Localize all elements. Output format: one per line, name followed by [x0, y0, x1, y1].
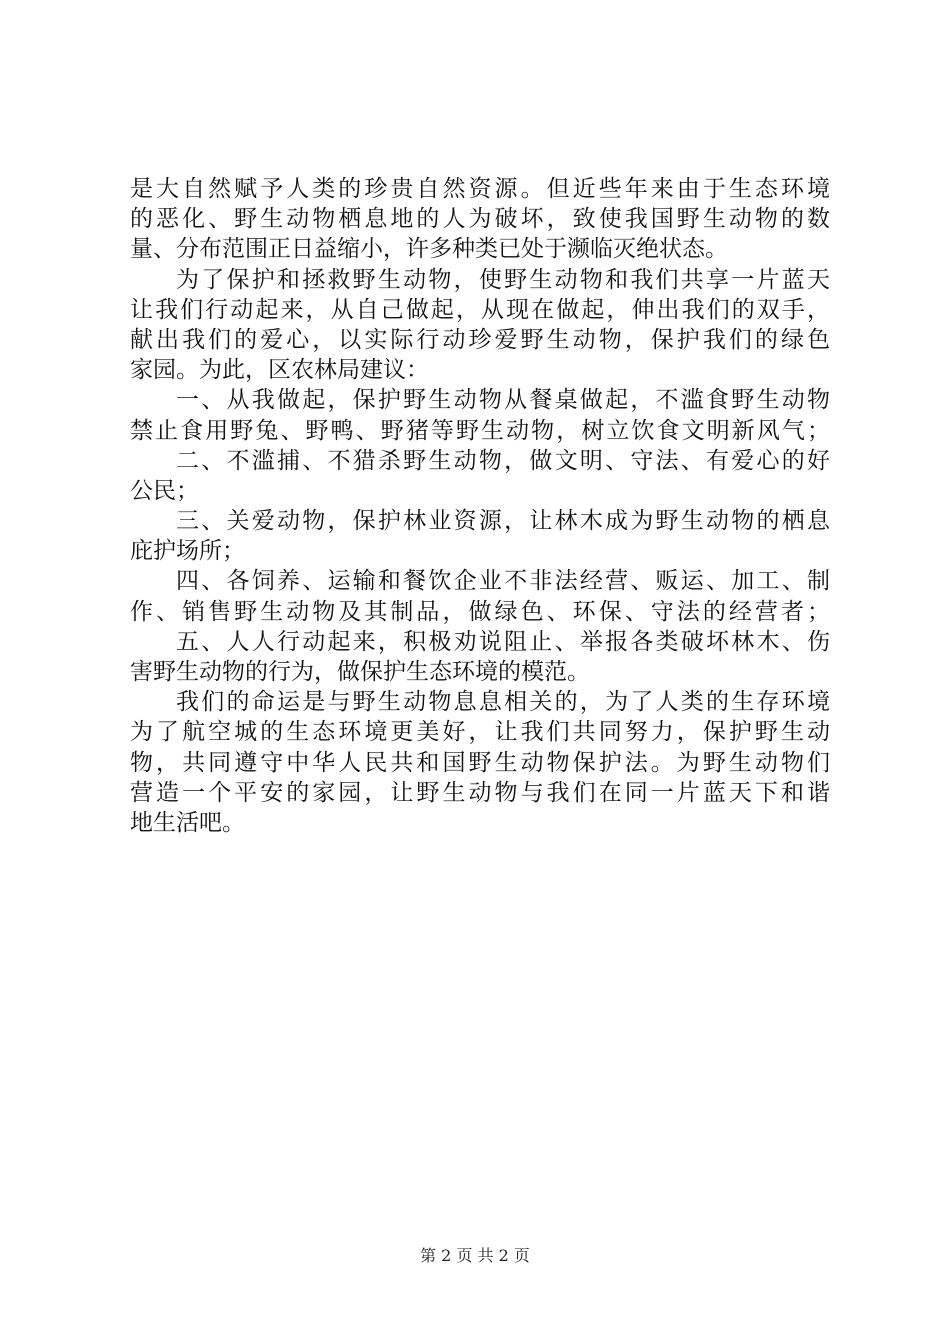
text-line: 作、销售野生动物及其制品，做绿色、环保、守法的经营者； [130, 598, 830, 625]
text-line: 家园。为此，区农林局建议： [130, 357, 429, 384]
text-line: 的恶化、野生动物栖息地的人为破坏，致使我国野生动物的数 [130, 206, 830, 233]
text-line: 量、分布范围正日益缩小，许多种类已处于濒临灭绝状态。 [130, 236, 728, 263]
text-line: 我们的命运是与野生动物息息相关的，为了人类的生存环境 [176, 689, 830, 716]
text-line: 一、从我做起，保护野生动物从餐桌做起，不滥食野生动物 [176, 387, 830, 414]
text-line: 害野生动物的行为，做保护生态环境的模范。 [130, 659, 590, 685]
text-line: 让我们行动起来，从自己做起，从现在做起，伸出我们的双手， [130, 296, 830, 323]
text-line: 营造一个平安的家园，让野生动物与我们在同一片蓝天下和谐 [130, 779, 830, 806]
text-line: 庇护场所； [130, 538, 245, 565]
text-line: 禁止食用野兔、野鸭、野猪等野生动物，树立饮食文明新风气； [130, 417, 830, 444]
text-line: 三、关爱动物，保护林业资源，让林木成为野生动物的栖息 [176, 508, 830, 535]
text-line: 是大自然赋予人类的珍贵自然资源。但近些年来由于生态环境 [130, 176, 830, 202]
text-line: 四、各饲养、运输和餐饮企业不非法经营、贩运、加工、制 [176, 568, 830, 595]
text-line: 五、人人行动起来，积极劝说阻止、举报各类破坏林木、伤 [176, 628, 830, 655]
text-line: 地生活吧。 [130, 809, 245, 836]
document-body [130, 174, 830, 838]
text-line: 公民； [130, 477, 199, 504]
text-line: 二、不滥捕、不猎杀野生动物，做文明、守法、有爱心的好 [176, 447, 830, 474]
text-line: 为了保护和拯救野生动物，使野生动物和我们共享一片蓝天 [176, 266, 830, 293]
text-line: 物，共同遵守中华人民共和国野生动物保护法。为野生动物们 [130, 749, 830, 776]
page-number-footer: 第 2 页 共 2 页 [420, 1246, 530, 1265]
text-line: 献出我们的爱心，以实际行动珍爱野生动物，保护我们的绿色 [130, 326, 830, 353]
text-line: 为了航空城的生态环境更美好，让我们共同努力，保护野生动 [130, 719, 830, 746]
